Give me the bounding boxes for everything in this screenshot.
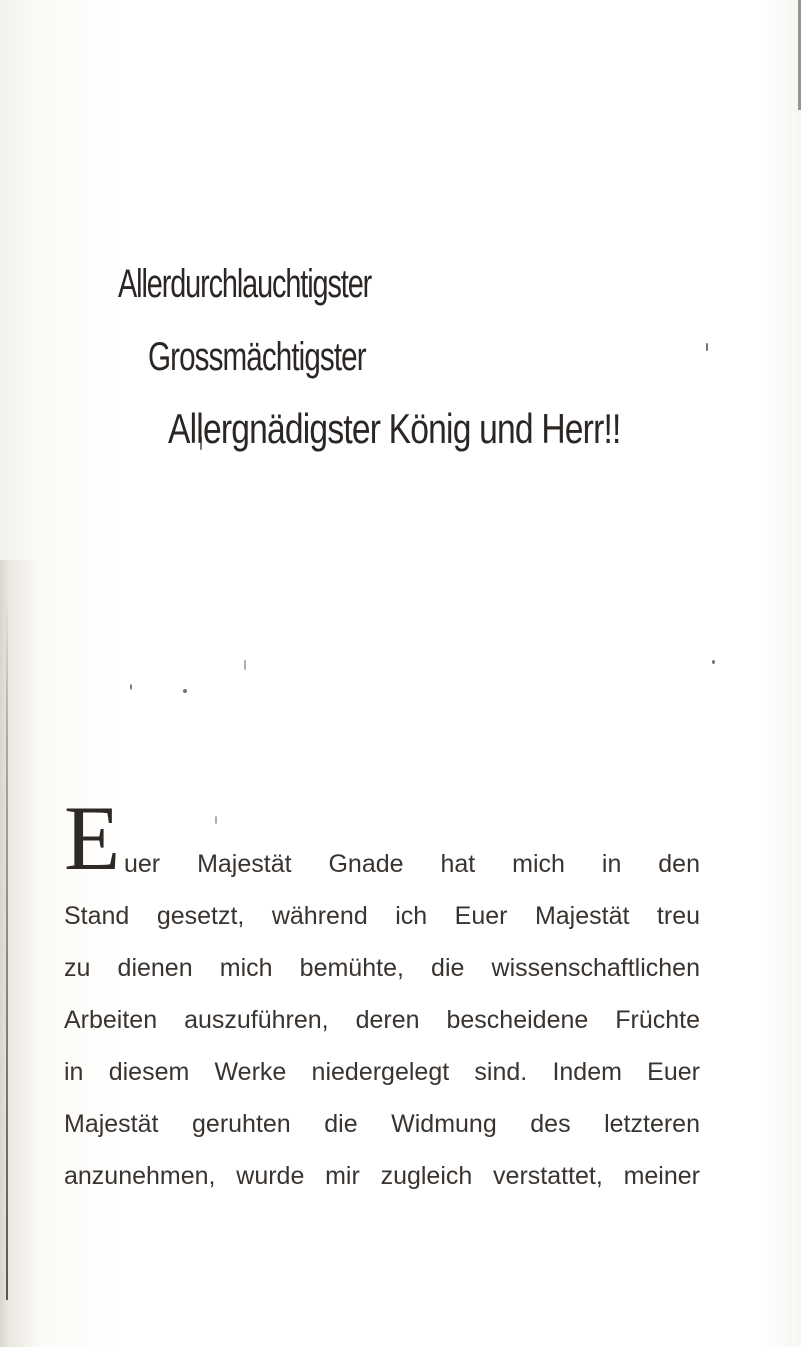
drop-cap-initial: E	[64, 787, 121, 889]
dedication-line: zu dienen mich bemühte, die wissenschaftlichen	[64, 954, 700, 982]
dedication-text	[64, 787, 700, 1202]
dedication-line: anzunehmen, wurde mir zugleich verstattet, meiner	[64, 1162, 700, 1190]
dedication-line: uer Majestät Gnade hat mich in den	[124, 850, 700, 878]
salutation-line-2: Grossmächtigster	[148, 335, 366, 379]
dedication-first-line	[64, 787, 700, 890]
binding-edge	[6, 600, 8, 1300]
dedication-line: Majestät geruhten die Widmung des letzteren	[64, 1110, 700, 1138]
dedication-line: Stand gesetzt, während ich Euer Majestät treu	[64, 902, 700, 930]
dedication-line: Arbeiten auszuführen, deren bescheidene Früchte	[64, 1006, 700, 1034]
salutation-line-3: Allergnädigster König und Herr!!	[168, 405, 621, 452]
dedication-line: in diesem Werke niedergelegt sind. Indem Euer	[64, 1058, 700, 1086]
salutation-line-1: Allerdurchlauchtigster	[118, 262, 372, 306]
